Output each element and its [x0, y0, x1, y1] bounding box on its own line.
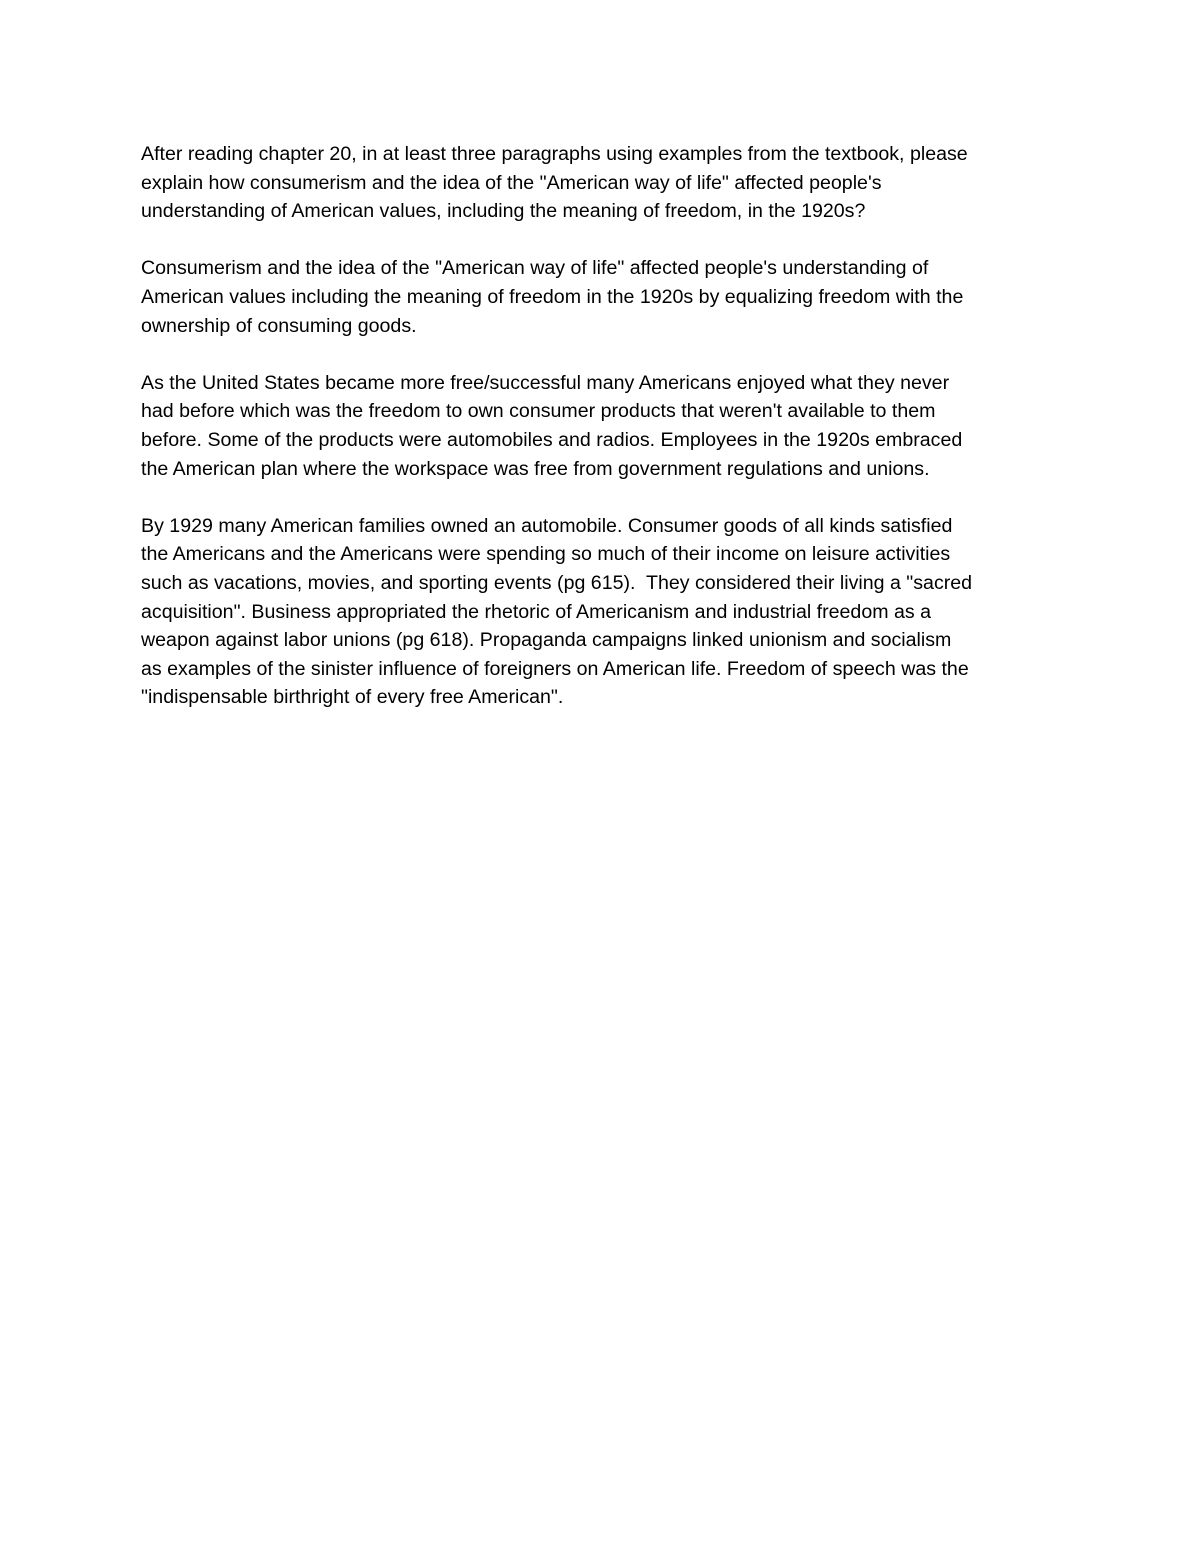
body-paragraph — [141, 369, 1066, 483]
body-paragraph — [141, 512, 1066, 712]
text-line: American values including the meaning of freedom in the 1920s by equalizing freedom with the — [141, 285, 964, 308]
text-line: before. Some of the products were automobiles and radios. Employees in the 1920s embraced — [141, 428, 963, 451]
text-line: Consumerism and the idea of the "American way of life" affected people's understanding of — [141, 257, 929, 280]
text-line: By 1929 many American families owned an automobile. Consumer goods of all kinds satisfied — [141, 514, 953, 537]
text-line: such as vacations, movies, and sporting events (pg 615). They considered their living a "sacred — [141, 571, 973, 594]
text-line: as examples of the sinister influence of foreigners on American life. Freedom of speech was the — [141, 657, 969, 680]
text-line: weapon against labor unions (pg 618). Propaganda campaigns linked unionism and socialism — [141, 629, 952, 652]
text-line: understanding of American values, including the meaning of freedom, in the 1920s? — [141, 200, 866, 223]
text-line: "indispensable birthright of every free American". — [141, 686, 564, 709]
text-line: acquisition". Business appropriated the rhetoric of Americanism and industrial freedom as a — [141, 600, 932, 623]
text-line: had before which was the freedom to own consumer products that weren't available to them — [141, 400, 936, 423]
text-line: the Americans and the Americans were spending so much of their income on leisure activities — [141, 543, 951, 566]
thesis-paragraph — [141, 254, 1066, 340]
text-line: explain how consumerism and the idea of the "American way of life" affected people's — [141, 171, 882, 194]
text-line: ownership of consuming goods. — [141, 314, 417, 337]
text-line: the American plan where the workspace was free from government regulations and unions. — [141, 457, 930, 480]
question-paragraph — [141, 140, 1066, 226]
text-line: As the United States became more free/successful many Americans enjoyed what they never — [141, 371, 950, 394]
document-body — [141, 140, 1066, 740]
text-line: After reading chapter 20, in at least three paragraphs using examples from the textbook, please — [141, 143, 968, 165]
